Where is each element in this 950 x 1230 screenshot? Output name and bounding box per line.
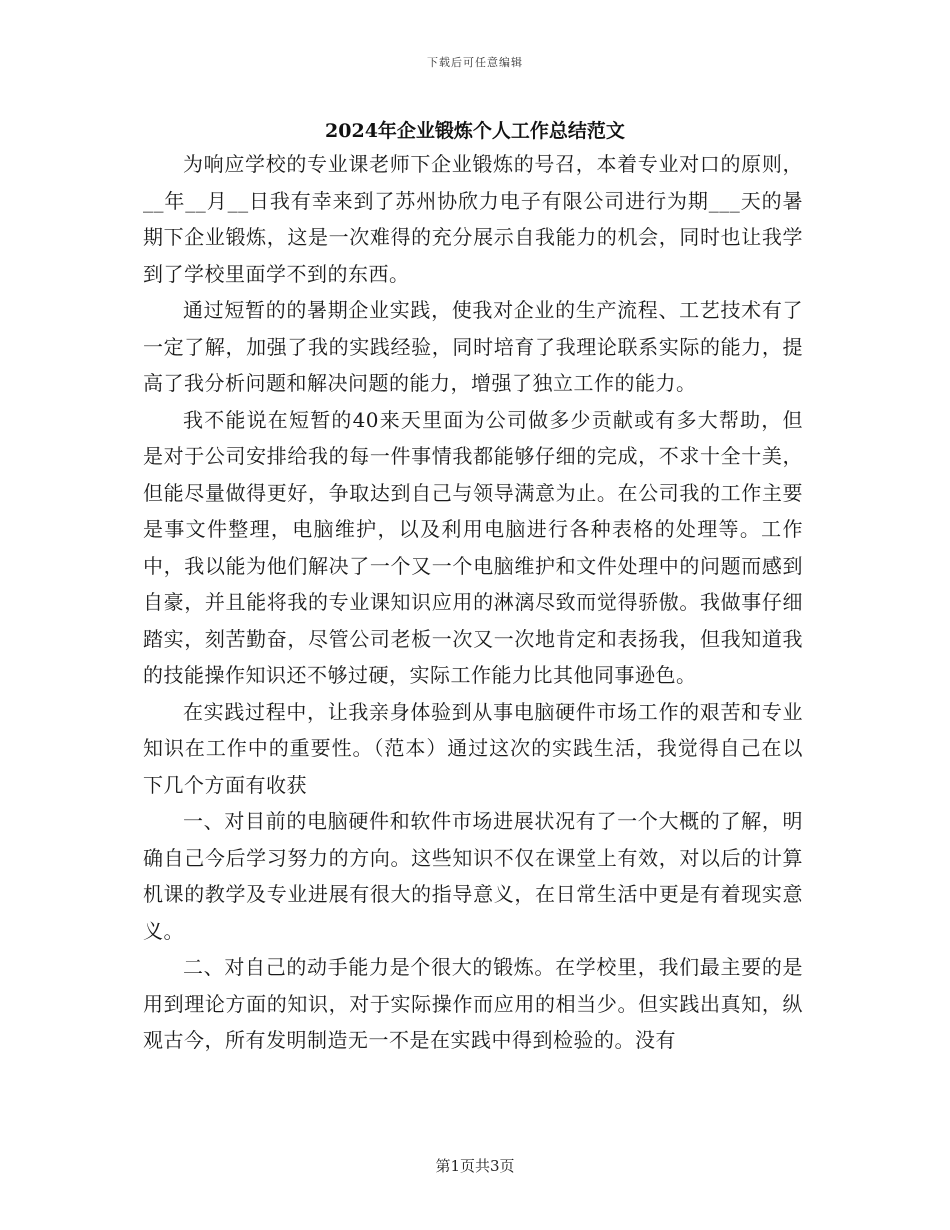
page-number: 第1页共3页 xyxy=(435,1157,515,1175)
document-body xyxy=(143,146,803,1059)
paragraph: 在实践过程中，让我亲身体验到从事电脑硬件市场工作的艰苦和专业知识在工作中的重要性。（范本）通过这次的实践生活，我觉得自己在以下几个方面有收获 xyxy=(143,699,803,797)
paragraph: 为响应学校的专业课老师下企业锻炼的号召，本着专业对口的原则，__年__月__日我有幸来到了苏州协欣力电子有限公司进行为期___天的暑期下企业锻炼，这是一次难得的充分展示自我能力的机会，同时也让我学到了学校里面学不到的东西。 xyxy=(143,152,803,286)
header-note: 下载后可任意编辑 xyxy=(427,56,523,69)
document-title: 2024年企业锻炼个人工作总结范文 xyxy=(325,120,625,142)
paragraph: 二、对自己的动手能力是个很大的锻炼。在学校里，我们最主要的是用到理论方面的知识，对于实际操作而应用的相当少。但实践出真知，纵观古今，所有发明制造无一不是在实践中得到检验的。没有 xyxy=(143,955,803,1052)
paragraph: 通过短暂的的暑期企业实践，使我对企业的生产流程、工艺技术有了一定了解，加强了我的实践经验，同时培育了我理论联系实际的能力，提高了我分析问题和解决问题的能力，增强了独立工作的能力。 xyxy=(143,298,803,395)
paragraph: 一、对目前的电脑硬件和软件市场进展状况有了一个大概的了解，明确自己今后学习努力的方向。这些知识不仅在课堂上有效，对以后的计算机课的教学及专业进展有很大的指导意义，在日常生活中更是有着现实意义。 xyxy=(143,809,803,943)
paragraph: 我不能说在短暂的40来天里面为公司做多少贡献或有多大帮助，但是对于公司安排给我的每一件事情我都能够仔细的完成，不求十全十美，但能尽量做得更好，争取达到自己与领导满意为止。在公司我的工作主要是事文件整理，电脑维护，以及利用电脑进行各种表格的处理等。工作中，我以能为他们解决了一个又一个电脑维护和文件处理中的问题而感到自豪，并且能将我的专业课知识应用的淋漓尽致而觉得骄傲。我做事仔细踏实，刻苦勤奋，尽管公司老板一次又一次地肯定和表扬我，但我知道我的技能操作知识还不够过硬，实际工作能力比其他同事逊色。 xyxy=(143,407,803,687)
